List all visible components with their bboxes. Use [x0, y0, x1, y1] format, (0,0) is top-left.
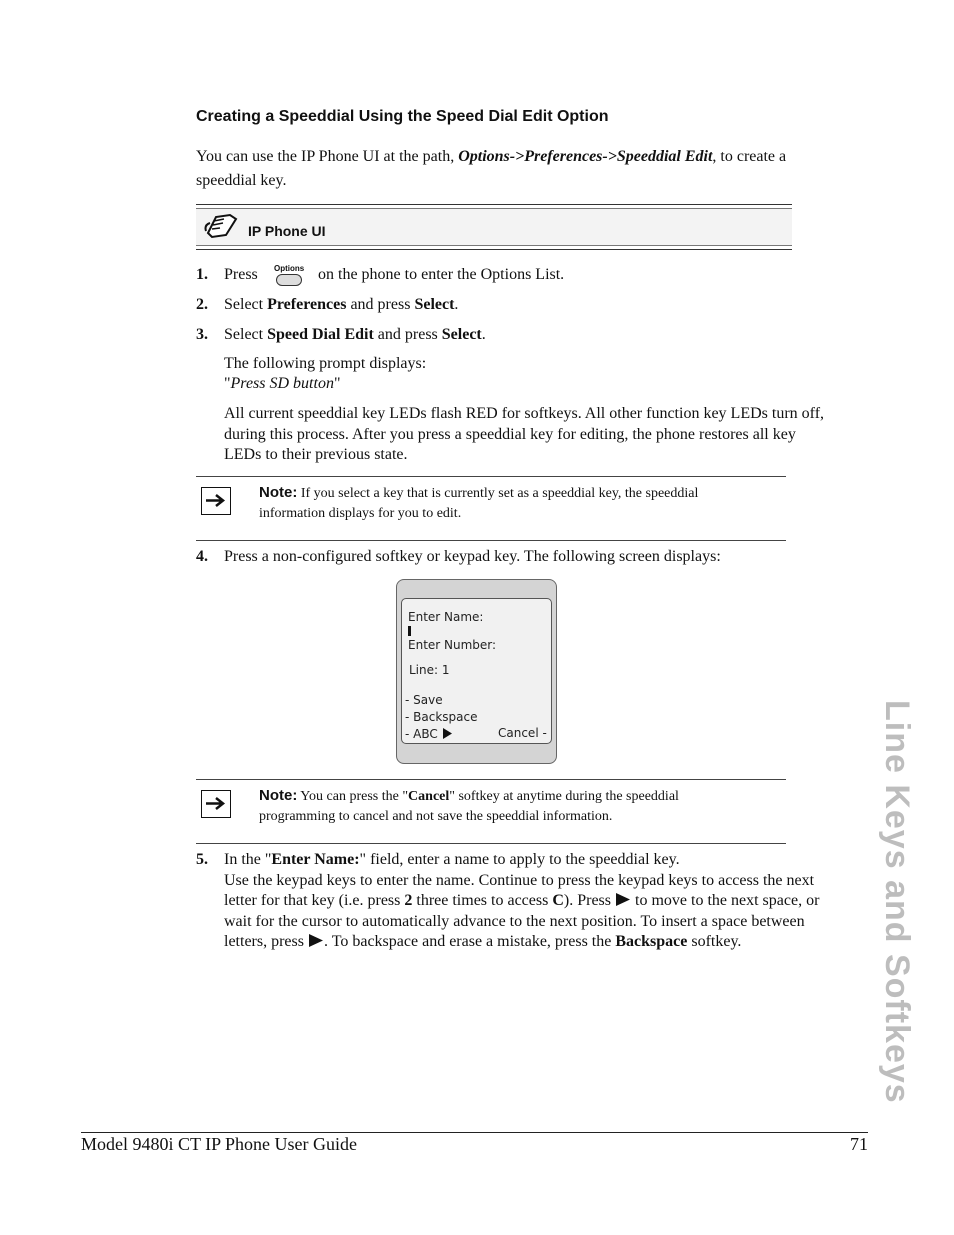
step-2-text: Select Preferences and press Select. [224, 296, 459, 313]
play-right-icon [615, 893, 631, 906]
step-3-text: Select Speed Dial Edit and press Select. [224, 326, 486, 343]
footer-title: Model 9480i CT IP Phone User Guide [81, 1134, 357, 1154]
ip-phone-ui-label: IP Phone UI [248, 223, 326, 239]
phone-handset-icon [204, 211, 240, 239]
softkey-save[interactable]: - Save [405, 693, 443, 707]
screen-enter-name: Enter Name: [408, 610, 484, 624]
step-5-text: In the "Enter Name:" field, enter a name to apply to the speeddial key. Use the keypad keys to enter the name. Continue to press the keypad keys to access the next letter for that key (i.e. press 2 three times to access C). Press to move to the next space, or wait for the cursor to automatically advance to the next position. To insert a space between letters, press . To backspace and erase a mistake, press the Backspace softkey. [224, 851, 820, 950]
arrow-right-icon [201, 487, 231, 515]
intro-post: , to create a [712, 148, 787, 165]
step-1-post: on the phone to enter the Options List. [318, 266, 565, 283]
play-right-icon [308, 934, 324, 947]
options-key-icon [276, 274, 302, 286]
note-box-2: Note: You can press the "Cancel" softkey at anytime during the speeddial programming to cancel and not save the speeddial information. [196, 779, 786, 844]
step-2-number: 2. [196, 296, 208, 313]
footer-rule [81, 1132, 868, 1133]
phone-screen [396, 579, 557, 764]
screen-enter-number: Enter Number: [408, 638, 497, 652]
led-paragraph: All current speeddial key LEDs flash RED for softkeys. All other function key LEDs turn off, during this process. After you press a speeddial key for editing, the phone restores all key LEDs to their previous state. [224, 405, 825, 463]
note-2-label: Note: [259, 787, 298, 804]
screen-line: Line: 1 [409, 663, 450, 677]
step-4-text: Press a non-configured softkey or keypad key. The following screen displays: [224, 548, 721, 565]
softkey-abc[interactable]: - ABC [405, 727, 453, 741]
intro-line2: speeddial key. [196, 172, 287, 189]
intro-path: Options->Preferences->Speeddial Edit [458, 148, 713, 165]
softkey-backspace[interactable]: - Backspace [405, 710, 478, 724]
prompt-intro: The following prompt displays: [224, 355, 427, 372]
step-3-number: 3. [196, 326, 208, 343]
step-4-number: 4. [196, 548, 208, 565]
options-key-label: Options [274, 264, 305, 273]
prompt-block: The following prompt displays: "Press SD button" [224, 355, 427, 392]
softkey-cancel[interactable]: Cancel - [498, 726, 547, 740]
arrow-right-icon [201, 790, 231, 818]
intro-pre: You can use the IP Phone UI at the path, [196, 148, 459, 165]
ip-phone-ui-bar [196, 204, 792, 250]
side-tab-label: Line Keys and Softkeys [878, 700, 916, 1104]
note-box-1: Note: If you select a key that is currently set as a speeddial key, the speeddial information displays for you to edit. [196, 476, 786, 541]
step-1-pre: Press [224, 266, 258, 283]
text-cursor [408, 626, 411, 636]
side-tab [878, 700, 926, 1110]
step-5-number: 5. [196, 851, 208, 868]
step-1-number: 1. [196, 266, 208, 283]
section-title: Creating a Speeddial Using the Speed Dial Edit Option [196, 108, 609, 125]
prompt-value: Press SD button [230, 375, 334, 392]
page-number: 71 [850, 1134, 868, 1154]
play-right-icon [442, 728, 453, 739]
intro-paragraph [196, 145, 856, 193]
note-1-label: Note: [259, 484, 298, 501]
options-key [274, 264, 304, 288]
